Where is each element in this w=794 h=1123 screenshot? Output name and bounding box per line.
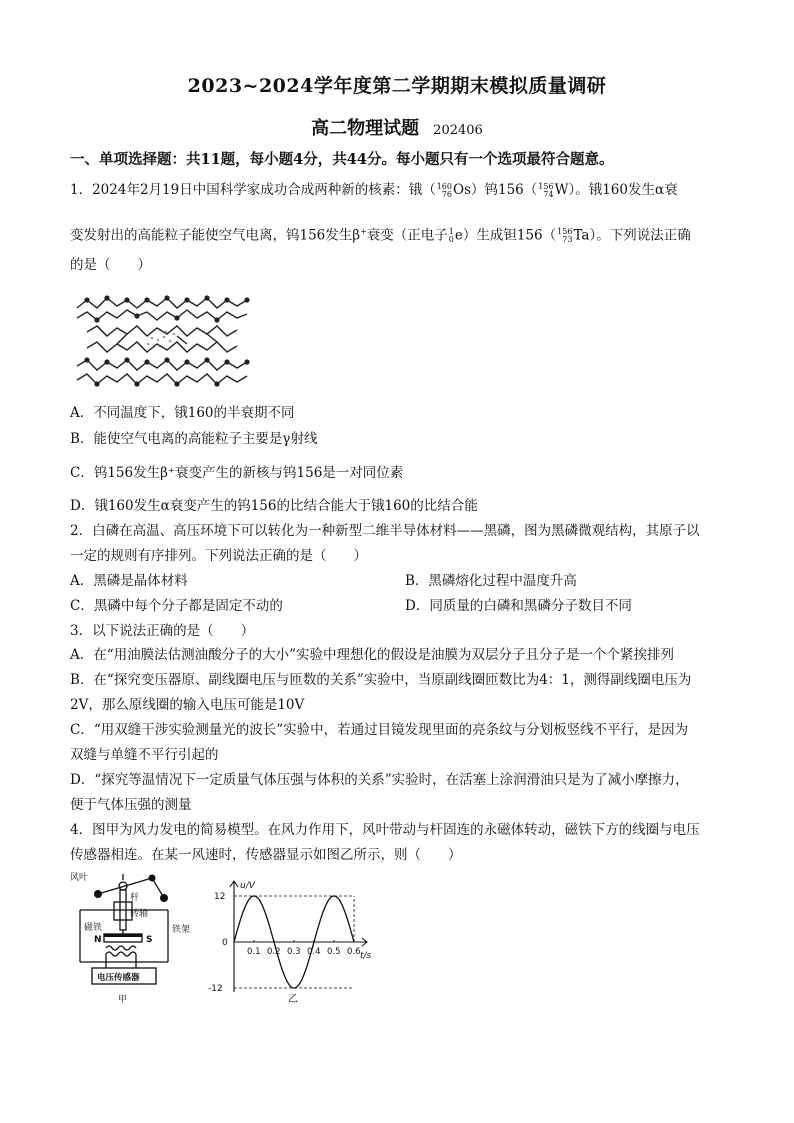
- q3-option-c-line1: C．“用双缝干涉实验测量光的波长”实验中，若通过目镜发现里面的亮条纹与分划板竖线不平行，是因为: [70, 722, 689, 738]
- x-tick-label: 0.2: [267, 947, 281, 957]
- ta-nuclide-notation: 156 73: [557, 227, 573, 244]
- q3-option-d-line2: 便于气体压强的测量: [70, 797, 192, 813]
- x-axis-label: t/s: [360, 951, 372, 961]
- wind-generator-model-figure: [68, 870, 208, 1012]
- label-tiejia: 铁架: [172, 925, 191, 935]
- label-fengye: 风叶: [70, 873, 89, 883]
- label-sensor: 电压传感器: [97, 973, 140, 983]
- y-tick-label: 12: [214, 892, 226, 902]
- q2-line1: 2．白磷在高温、高压环境下可以转化为一种新型二维半导体材料——黑磷，图为黑磷微观结构，其原子以: [70, 523, 700, 539]
- y-tick-label: -12: [208, 984, 223, 994]
- q2-line2: 一定的规则有序排列。下列说法正确的是（ ）: [70, 548, 367, 564]
- q2-option-a: A．黑磷是晶体材料: [70, 573, 188, 589]
- q3-option-c-line2: 双缝与单缝不平行引起的: [70, 747, 219, 763]
- q2-option-b: B．黑磷熔化过程中温度升高: [405, 573, 577, 589]
- exam-subtitle: [0, 114, 794, 140]
- q3-option-a: A．在“用油膜法估测油酸分子的大小”实验中理想化的假设是油膜为双层分子且分子是一个个紧挨排列: [70, 647, 675, 663]
- q4-line2: 传感器相连。在某一风速时，传感器显示如图乙所示，则（ ）: [70, 847, 462, 863]
- label-s-pole: S: [146, 935, 153, 945]
- q1-line1: 1．2024年2月19日中国科学家成功合成两种新的核素：锇（ 160 76 Os）钨156（ 156 74 W）。锇160发生α衰: [70, 181, 678, 199]
- q1-option-c: C．钨156发生β⁺衰变产生的新核与钨156是一对同位素: [70, 465, 404, 481]
- y-axis-label: u/V: [240, 881, 255, 891]
- label-zhuanzhou: 转轴: [130, 909, 149, 919]
- x-tick-label: 0.5: [327, 947, 341, 957]
- q1-line3: 的是（ ）: [70, 257, 151, 273]
- x-tick-label: 0.4: [307, 947, 321, 957]
- q1-option-d: D．锇160发生α衰变产生的钨156的比结合能大于锇160的比结合能: [70, 498, 478, 514]
- q2-option-c: C．黑磷中每个分子都是固定不动的: [70, 598, 283, 614]
- subject-title: 高二物理试题: [311, 118, 420, 139]
- q3-option-b-line2: 2V，那么原线圈的输入电压可能是10V: [70, 697, 305, 713]
- q4-line1: 4．图甲为风力发电的简易模型。在风力作用下，风叶带动与杆固连的永磁体转动，磁铁下方的线圈与电压: [70, 822, 700, 838]
- q3-line1: 3．以下说法正确的是（ ）: [70, 623, 255, 639]
- q1-option-a: A．不同温度下，锇160的半衰期不同: [70, 405, 295, 421]
- label-n-pole: N: [94, 935, 102, 945]
- q2-option-d: D．同质量的白磷和黑磷分子数目不同: [405, 598, 632, 614]
- black-phosphorus-structure-figure: [72, 290, 252, 396]
- w-nuclide-notation: 156 74: [538, 181, 554, 199]
- exam-title: 2023~2024学年度第二学期期末模拟质量调研: [187, 75, 607, 97]
- section-heading: 一、单项选择题：共11题，每小题4分，共44分。每小题只有一个选项最符合题意。: [70, 151, 614, 168]
- x-tick-label: 0.3: [287, 947, 301, 957]
- x-tick-label: 0.6: [347, 947, 361, 957]
- positron-notation: 1 0: [448, 227, 454, 244]
- label-citie: 磁铁: [84, 923, 103, 933]
- q3-option-d-line1: D．“探究等温情况下一定质量气体压强与体积的关系”实验时，在活塞上涂润滑油只是为了减小摩擦力，: [70, 772, 689, 788]
- x-tick-label: 0.1: [247, 947, 261, 957]
- voltage-time-chart: [200, 876, 380, 1006]
- q1-option-b: B．能使空气电离的高能粒子主要是γ射线: [70, 431, 318, 447]
- figure-yi-caption: 乙: [288, 994, 298, 1005]
- os-nuclide-notation: 160 76: [436, 181, 452, 199]
- figure-jia-caption: 甲: [118, 995, 128, 1005]
- q1-line2: 变发射出的高能粒子能使空气电离，钨156发生β+衰变（正电子 1 0 e）生成钽156（ 156 73 Ta）。下列说法正确: [70, 227, 691, 244]
- exam-date: 202406: [433, 123, 483, 138]
- q3-option-b-line1: B．在“探究变压器原、副线圈电压与匝数的关系”实验中，当原副线圈匝数比为4：1，测得副线圈电压为: [70, 672, 692, 688]
- y-tick-label: 0: [222, 938, 228, 948]
- label-gan: 杆: [130, 893, 140, 903]
